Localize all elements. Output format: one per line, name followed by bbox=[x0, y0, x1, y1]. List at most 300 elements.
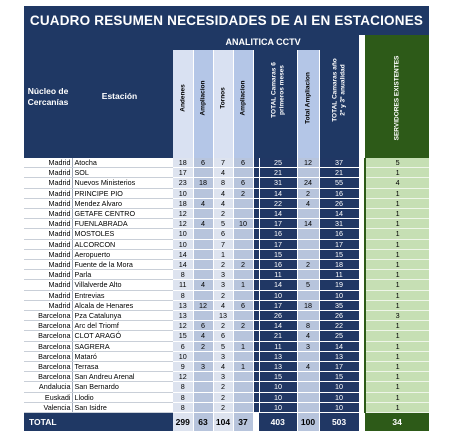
nucleo-cell: Barcelona bbox=[24, 321, 72, 331]
tornos-cell: 4 bbox=[213, 168, 233, 178]
servidores-cell: 1 bbox=[365, 270, 429, 280]
nucleo-cell: Madrid bbox=[24, 188, 72, 198]
ampliacion1-cell bbox=[193, 372, 213, 382]
servidores-cell: 1 bbox=[365, 321, 429, 331]
estacion-cell: Terrasa bbox=[72, 362, 167, 372]
estacion-cell: FUENLABRADA bbox=[72, 219, 167, 229]
total-anio-cell: 35 bbox=[319, 300, 359, 310]
total6-cell: 14 bbox=[259, 188, 297, 198]
nucleo-cell: Barcelona bbox=[24, 362, 72, 372]
ampliacion1-header-text: Ampliacion bbox=[199, 79, 207, 116]
servidores-cell: 1 bbox=[365, 392, 429, 402]
total-ampliacion-cell: 4 bbox=[297, 331, 319, 341]
ampliacion2-cell: 2 bbox=[233, 188, 253, 198]
estacion-cell: Entrevias bbox=[72, 290, 167, 300]
andenes-cell: 18 bbox=[173, 198, 193, 208]
total6-cell: 15 bbox=[259, 372, 297, 382]
total6-cell: 17 bbox=[259, 219, 297, 229]
station-rows bbox=[24, 158, 429, 413]
estacion-cell: SAGRERA bbox=[72, 341, 167, 351]
total-anio-cell: 22 bbox=[319, 321, 359, 331]
total-anio-cell: 14 bbox=[319, 209, 359, 219]
nucleo-cell: Andalucia bbox=[24, 382, 72, 392]
page-title: CUADRO RESUMEN NECESIDADES DE AI EN ESTACIONES bbox=[24, 6, 429, 35]
total-anio-cell: 15 bbox=[319, 372, 359, 382]
ampliacion1-header bbox=[193, 50, 213, 158]
servidores-cell: 5 bbox=[365, 158, 429, 168]
andenes-cell: 14 bbox=[173, 249, 193, 259]
total6-cell: 17 bbox=[259, 239, 297, 249]
servidores-cell: 1 bbox=[365, 372, 429, 382]
ampliacion1-cell bbox=[193, 392, 213, 402]
tornos-cell: 4 bbox=[213, 188, 233, 198]
estacion-cell: Fuente de la Mora bbox=[72, 260, 167, 270]
servidores-cell: 1 bbox=[365, 341, 429, 351]
total6-header-text: TOTAL Camaras 6 primeros meses bbox=[270, 62, 285, 118]
ampliacion1-cell bbox=[193, 229, 213, 239]
ampliacion2-cell: 1 bbox=[233, 362, 253, 372]
total-anio-cell: 10 bbox=[319, 402, 359, 412]
ampliacion1-cell bbox=[193, 260, 213, 270]
total-ampliacion-cell bbox=[297, 290, 319, 300]
table-row bbox=[24, 402, 429, 412]
ampliacion1-cell bbox=[193, 188, 213, 198]
servidores-cell: 1 bbox=[365, 351, 429, 361]
tornos-cell: 6 bbox=[213, 229, 233, 239]
tornos-cell: 5 bbox=[213, 341, 233, 351]
total6-cell: 21 bbox=[259, 168, 297, 178]
servidores-cell: 1 bbox=[365, 209, 429, 219]
andenes-cell: 10 bbox=[173, 239, 193, 249]
ampliacion1-cell: 6 bbox=[193, 321, 213, 331]
servidores-cell: 1 bbox=[365, 239, 429, 249]
total-ampliacion-cell bbox=[297, 402, 319, 412]
ampliacion2-cell bbox=[233, 168, 253, 178]
tornos-cell: 2 bbox=[213, 382, 233, 392]
ampliacion2-cell bbox=[233, 402, 253, 412]
nucleo-cell: Valencia bbox=[24, 402, 72, 412]
total-anio-cell: 17 bbox=[319, 239, 359, 249]
ampliacion2-cell: 6 bbox=[233, 158, 253, 168]
servidores-header bbox=[365, 35, 429, 158]
table-row bbox=[24, 158, 429, 168]
tornos-cell: 3 bbox=[213, 351, 233, 361]
servidores-cell: 1 bbox=[365, 280, 429, 290]
estacion-cell: San Isidre bbox=[72, 402, 167, 412]
table-row bbox=[24, 280, 429, 290]
ampliacion1-cell bbox=[193, 382, 213, 392]
ampliacion1-cell: 4 bbox=[193, 280, 213, 290]
total-ampliacion-cell bbox=[297, 249, 319, 259]
table-row bbox=[24, 249, 429, 259]
total-anio-cell: 15 bbox=[319, 249, 359, 259]
total-camaras-6: 403 bbox=[259, 413, 297, 432]
total-ampliacion-cell: 2 bbox=[297, 260, 319, 270]
servidores-cell: 1 bbox=[365, 219, 429, 229]
ampliacion2-header bbox=[233, 50, 253, 158]
estacion-cell: Mendez Alvaro bbox=[72, 198, 167, 208]
table-row bbox=[24, 321, 429, 331]
servidores-cell: 1 bbox=[365, 188, 429, 198]
andenes-cell: 8 bbox=[173, 382, 193, 392]
total6-cell: 10 bbox=[259, 392, 297, 402]
table-row bbox=[24, 198, 429, 208]
tornos-cell: 8 bbox=[213, 178, 233, 188]
table-row bbox=[24, 209, 429, 219]
ampliacion2-cell: 10 bbox=[233, 219, 253, 229]
ampliacion2-cell bbox=[233, 229, 253, 239]
ampliacion2-cell bbox=[233, 209, 253, 219]
table-row bbox=[24, 270, 429, 280]
total-anio-cell: 37 bbox=[319, 158, 359, 168]
total-tornos: 104 bbox=[213, 413, 233, 432]
nucleo-cell: Barcelona bbox=[24, 331, 72, 341]
ampliacion2-cell bbox=[233, 290, 253, 300]
estacion-cell: San Bernardo bbox=[72, 382, 167, 392]
servidores-cell: 1 bbox=[365, 290, 429, 300]
total-anio-cell: 11 bbox=[319, 270, 359, 280]
tornos-cell: 3 bbox=[213, 280, 233, 290]
andenes-cell: 8 bbox=[173, 392, 193, 402]
total-ampliacion-cell bbox=[297, 311, 319, 321]
total-andenes: 299 bbox=[173, 413, 193, 432]
summary-table bbox=[24, 35, 430, 431]
ampliacion2-cell: 2 bbox=[233, 321, 253, 331]
ampliacion2-cell bbox=[233, 198, 253, 208]
ampliacion1-cell bbox=[193, 270, 213, 280]
total-ampliacion-cell bbox=[297, 372, 319, 382]
ampliacion1-cell bbox=[193, 168, 213, 178]
ampliacion1-cell bbox=[193, 311, 213, 321]
andenes-cell: 8 bbox=[173, 290, 193, 300]
andenes-cell: 14 bbox=[173, 260, 193, 270]
tornos-cell: 7 bbox=[213, 158, 233, 168]
table-row bbox=[24, 260, 429, 270]
estacion-cell: GETAFE CENTRO bbox=[72, 209, 167, 219]
andenes-cell: 12 bbox=[173, 372, 193, 382]
total-anio-cell: 16 bbox=[319, 229, 359, 239]
total-label: TOTAL bbox=[24, 413, 173, 432]
table-row bbox=[24, 351, 429, 361]
ampliacion2-cell bbox=[233, 239, 253, 249]
total-anio-cell: 25 bbox=[319, 331, 359, 341]
table-row bbox=[24, 219, 429, 229]
table-row bbox=[24, 239, 429, 249]
nucleo-cell: Barcelona bbox=[24, 311, 72, 321]
andenes-cell: 18 bbox=[173, 158, 193, 168]
servidores-cell: 4 bbox=[365, 178, 429, 188]
estacion-cell: MOSTOLES bbox=[72, 229, 167, 239]
estacion-cell: Pza Catalunya bbox=[72, 311, 167, 321]
ampliacion1-cell: 18 bbox=[193, 178, 213, 188]
andenes-cell: 15 bbox=[173, 331, 193, 341]
total-ampliacion-cell: 4 bbox=[297, 198, 319, 208]
total6-cell: 11 bbox=[259, 341, 297, 351]
total-anio-cell: 18 bbox=[319, 260, 359, 270]
total-ampliacion-cell bbox=[297, 392, 319, 402]
servidores-cell: 1 bbox=[365, 168, 429, 178]
ampliacion2-cell: 6 bbox=[233, 300, 253, 310]
nucleo-header: Núcleo de Cercanías bbox=[24, 35, 72, 158]
total-anio-cell: 14 bbox=[319, 341, 359, 351]
ampliacion1-cell bbox=[193, 351, 213, 361]
estacion-cell: Villalverde Alto bbox=[72, 280, 167, 290]
estacion-cell: Mataró bbox=[72, 351, 167, 361]
nucleo-cell: Barcelona bbox=[24, 351, 72, 361]
andenes-cell: 8 bbox=[173, 270, 193, 280]
total-ampliacion-cell: 4 bbox=[297, 362, 319, 372]
total6-cell: 10 bbox=[259, 402, 297, 412]
nucleo-cell: Madrid bbox=[24, 290, 72, 300]
ampliacion1-cell: 6 bbox=[193, 158, 213, 168]
servidores-cell: 1 bbox=[365, 382, 429, 392]
tornos-cell: 13 bbox=[213, 311, 233, 321]
ampliacion1-cell bbox=[193, 209, 213, 219]
total6-header bbox=[259, 50, 297, 158]
total-row bbox=[24, 413, 429, 432]
estacion-cell: Nuevos Ministerios bbox=[72, 178, 167, 188]
ampliacion1-cell bbox=[193, 249, 213, 259]
estacion-header: Estación bbox=[72, 35, 167, 158]
total-ampliacion-cell: 2 bbox=[297, 188, 319, 198]
table-row bbox=[24, 331, 429, 341]
estacion-cell: Llodio bbox=[72, 392, 167, 402]
table-row bbox=[24, 290, 429, 300]
table-row bbox=[24, 382, 429, 392]
ampliacion1-cell: 4 bbox=[193, 219, 213, 229]
ampliacion1-cell: 4 bbox=[193, 331, 213, 341]
estacion-cell: CLOT ARAGÓ bbox=[72, 331, 167, 341]
ampliacion2-cell bbox=[233, 392, 253, 402]
table-row bbox=[24, 372, 429, 382]
servidores-cell: 1 bbox=[365, 249, 429, 259]
tornos-cell: 2 bbox=[213, 402, 233, 412]
total6-cell: 13 bbox=[259, 351, 297, 361]
andenes-cell: 8 bbox=[173, 402, 193, 412]
nucleo-cell: Madrid bbox=[24, 198, 72, 208]
servidores-cell: 1 bbox=[365, 198, 429, 208]
total6-cell: 21 bbox=[259, 331, 297, 341]
nucleo-cell: Barcelona bbox=[24, 372, 72, 382]
andenes-cell: 9 bbox=[173, 362, 193, 372]
total6-cell: 31 bbox=[259, 178, 297, 188]
total-anio-cell: 10 bbox=[319, 382, 359, 392]
total-ampliacion-cell bbox=[297, 270, 319, 280]
total-anio-cell: 19 bbox=[319, 280, 359, 290]
andenes-cell: 10 bbox=[173, 188, 193, 198]
total-anio-cell: 10 bbox=[319, 290, 359, 300]
ampliacion2-cell bbox=[233, 331, 253, 341]
total-anio-header-text: TOTAL Camaras año 2º y 3º anualidad bbox=[331, 58, 347, 122]
ampliacion1-cell: 12 bbox=[193, 300, 213, 310]
nucleo-cell: Madrid bbox=[24, 168, 72, 178]
tornos-cell: 4 bbox=[213, 362, 233, 372]
nucleo-cell: Madrid bbox=[24, 249, 72, 259]
nucleo-cell: Madrid bbox=[24, 219, 72, 229]
nucleo-cell: Madrid bbox=[24, 280, 72, 290]
servidores-cell: 1 bbox=[365, 229, 429, 239]
tornos-cell: 4 bbox=[213, 198, 233, 208]
andenes-cell: 13 bbox=[173, 300, 193, 310]
estacion-cell: Aeropuerto bbox=[72, 249, 167, 259]
tornos-cell: 2 bbox=[213, 392, 233, 402]
total6-cell: 16 bbox=[259, 260, 297, 270]
nucleo-cell: Madrid bbox=[24, 260, 72, 270]
total-ampliacion1: 63 bbox=[193, 413, 213, 432]
total6-cell: 22 bbox=[259, 198, 297, 208]
servidores-header-text: SERVIDORES EXISTENTES bbox=[393, 55, 401, 140]
nucleo-cell: Madrid bbox=[24, 178, 72, 188]
nucleo-cell: Madrid bbox=[24, 158, 72, 168]
summary-sheet bbox=[24, 6, 429, 431]
total-camaras-anio: 503 bbox=[319, 413, 359, 432]
tornos-cell: 3 bbox=[213, 372, 233, 382]
tornos-cell: 6 bbox=[213, 331, 233, 341]
total-ampliacion-cell: 5 bbox=[297, 280, 319, 290]
servidores-cell: 1 bbox=[365, 362, 429, 372]
tornos-cell: 4 bbox=[213, 300, 233, 310]
ampliacion2-cell bbox=[233, 372, 253, 382]
ampliacion2-cell bbox=[233, 311, 253, 321]
total-ampliacion-cell: 12 bbox=[297, 158, 319, 168]
tornos-cell: 2 bbox=[213, 209, 233, 219]
total6-cell: 13 bbox=[259, 362, 297, 372]
total-ampliacion-cell bbox=[297, 229, 319, 239]
andenes-cell: 13 bbox=[173, 311, 193, 321]
total-anio-cell: 55 bbox=[319, 178, 359, 188]
total-ampliacion-cell: 24 bbox=[297, 178, 319, 188]
total6-cell: 10 bbox=[259, 382, 297, 392]
ampliacion1-cell bbox=[193, 290, 213, 300]
estacion-cell: PRINCIPE PIO bbox=[72, 188, 167, 198]
andenes-cell: 17 bbox=[173, 168, 193, 178]
ampliacion2-cell: 2 bbox=[233, 260, 253, 270]
andenes-cell: 12 bbox=[173, 321, 193, 331]
total6-cell: 25 bbox=[259, 158, 297, 168]
total-anio-cell: 13 bbox=[319, 351, 359, 361]
total-anio-cell: 17 bbox=[319, 362, 359, 372]
total6-cell: 26 bbox=[259, 311, 297, 321]
table-row bbox=[24, 229, 429, 239]
nucleo-cell: Barcelona bbox=[24, 341, 72, 351]
andenes-cell: 10 bbox=[173, 351, 193, 361]
tornos-header bbox=[213, 50, 233, 158]
tornos-cell: 2 bbox=[213, 260, 233, 270]
estacion-cell: San Andreu Arenal bbox=[72, 372, 167, 382]
servidores-cell: 3 bbox=[365, 311, 429, 321]
estacion-cell: Parla bbox=[72, 270, 167, 280]
nucleo-cell: Madrid bbox=[24, 239, 72, 249]
table-row bbox=[24, 300, 429, 310]
total-ampliacion-cell bbox=[297, 382, 319, 392]
andenes-cell: 12 bbox=[173, 219, 193, 229]
estacion-cell: Atocha bbox=[72, 158, 167, 168]
total6-cell: 14 bbox=[259, 209, 297, 219]
total6-cell: 15 bbox=[259, 249, 297, 259]
ampliacion2-cell bbox=[233, 249, 253, 259]
total6-cell: 17 bbox=[259, 300, 297, 310]
table-row bbox=[24, 178, 429, 188]
tornos-header-text: Tornos bbox=[219, 86, 227, 109]
analitica-cctv-header: ANALITICA CCTV bbox=[167, 35, 359, 50]
total6-cell: 10 bbox=[259, 290, 297, 300]
nucleo-cell: Madrid bbox=[24, 300, 72, 310]
nucleo-cell: Euskadi bbox=[24, 392, 72, 402]
total-anio-cell: 21 bbox=[319, 168, 359, 178]
ampliacion2-header-text: Ampliacion bbox=[239, 79, 247, 116]
andenes-header bbox=[173, 50, 193, 158]
estacion-cell: Arc del Triomf bbox=[72, 321, 167, 331]
total-ampliacion-cell: 8 bbox=[297, 321, 319, 331]
ampliacion1-cell: 4 bbox=[193, 198, 213, 208]
ampliacion2-cell bbox=[233, 382, 253, 392]
total-ampliacion-cell: 18 bbox=[297, 300, 319, 310]
table-row bbox=[24, 362, 429, 372]
total-ampliacion-cell: 14 bbox=[297, 219, 319, 229]
total6-cell: 16 bbox=[259, 229, 297, 239]
table-row bbox=[24, 311, 429, 321]
total-anio-cell: 16 bbox=[319, 188, 359, 198]
ampliacion1-cell bbox=[193, 402, 213, 412]
andenes-header-text: Andenes bbox=[179, 83, 186, 112]
total-ampliacion-header-text: Total Ampliacion bbox=[304, 71, 312, 124]
ampliacion1-cell: 2 bbox=[193, 341, 213, 351]
total-anio-cell: 31 bbox=[319, 219, 359, 229]
tornos-cell: 5 bbox=[213, 219, 233, 229]
total6-cell: 14 bbox=[259, 321, 297, 331]
andenes-cell: 12 bbox=[173, 209, 193, 219]
table-row bbox=[24, 188, 429, 198]
total6-cell: 11 bbox=[259, 270, 297, 280]
total-ampliacion-cell bbox=[297, 239, 319, 249]
tornos-cell: 3 bbox=[213, 270, 233, 280]
total-ampliacion-sum: 100 bbox=[297, 413, 319, 432]
ampliacion2-cell: 1 bbox=[233, 341, 253, 351]
tornos-cell: 7 bbox=[213, 239, 233, 249]
table-row bbox=[24, 392, 429, 402]
ampliacion2-cell: 6 bbox=[233, 178, 253, 188]
ampliacion1-cell: 3 bbox=[193, 362, 213, 372]
servidores-cell: 1 bbox=[365, 300, 429, 310]
total-anio-cell: 10 bbox=[319, 392, 359, 402]
ampliacion1-cell bbox=[193, 239, 213, 249]
total-anio-cell: 26 bbox=[319, 311, 359, 321]
table-row bbox=[24, 341, 429, 351]
table-row bbox=[24, 168, 429, 178]
estacion-cell: SOL bbox=[72, 168, 167, 178]
servidores-cell: 1 bbox=[365, 260, 429, 270]
total-ampliacion-header bbox=[297, 50, 319, 158]
total-servidores: 34 bbox=[365, 413, 429, 432]
estacion-cell: Alcala de Henares bbox=[72, 300, 167, 310]
total-ampliacion2: 37 bbox=[233, 413, 253, 432]
andenes-cell: 23 bbox=[173, 178, 193, 188]
tornos-cell: 2 bbox=[213, 290, 233, 300]
total-ampliacion-cell bbox=[297, 168, 319, 178]
andenes-cell: 11 bbox=[173, 280, 193, 290]
andenes-cell: 6 bbox=[173, 341, 193, 351]
tornos-cell: 1 bbox=[213, 249, 233, 259]
total-anio-cell: 26 bbox=[319, 198, 359, 208]
total6-cell: 14 bbox=[259, 280, 297, 290]
ampliacion2-cell bbox=[233, 270, 253, 280]
ampliacion2-cell bbox=[233, 351, 253, 361]
servidores-cell: 1 bbox=[365, 331, 429, 341]
total-ampliacion-cell: 3 bbox=[297, 341, 319, 351]
total-ampliacion-cell bbox=[297, 351, 319, 361]
nucleo-cell: Madrid bbox=[24, 229, 72, 239]
tornos-cell: 2 bbox=[213, 321, 233, 331]
